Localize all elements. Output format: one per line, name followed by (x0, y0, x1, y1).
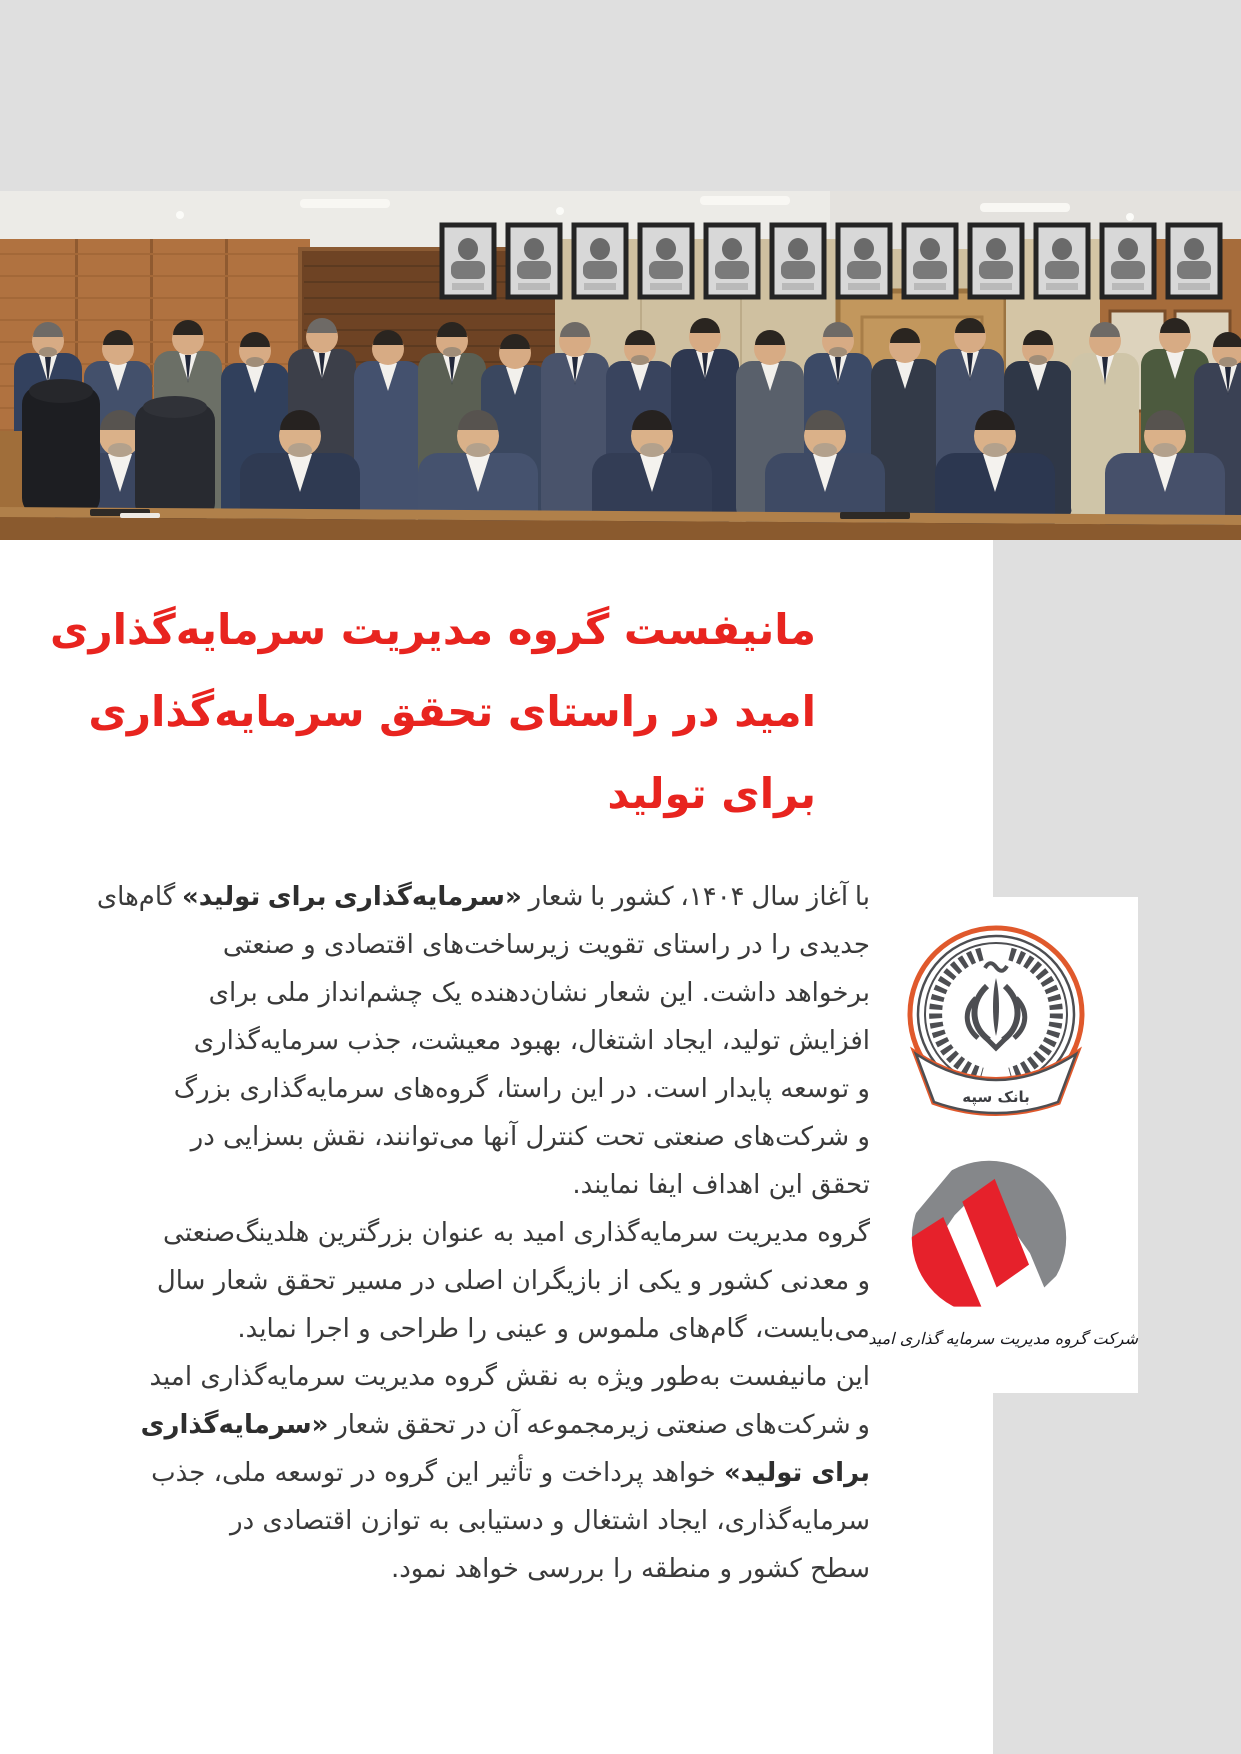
body-text-segment: افزایش تولید، ایجاد اشتغال، بهبود معیشت، جذب سرمایه‌گذاری (193, 1026, 870, 1056)
body-line (148, 1017, 870, 1065)
body-text-segment: و شرکت‌های صنعتی تحت کنترل آنها می‌توانند، نقش بسزایی در (190, 1122, 870, 1152)
headline-line: امید در راستای تحقق سرمایه‌گذاری (88, 687, 816, 736)
body-text-segment: تحقق این اهداف ایفا نمایند. (572, 1170, 870, 1200)
body-text-segment: جدیدی را در راستای تقویت زیرساخت‌های اقتصادی و صنعتی (222, 930, 870, 960)
body-line (148, 1449, 870, 1497)
body-text-segment: برخواهد داشت. این شعار نشان‌دهنده یک چشم‌انداز ملی برای (208, 978, 870, 1008)
body-line (148, 1545, 870, 1593)
body-line (148, 1353, 870, 1401)
body-text-segment: این مانیفست به‌طور ویژه به نقش گروه مدیریت سرمایه‌گذاری امید (149, 1362, 870, 1392)
body-line (148, 1161, 870, 1209)
body-text-segment: و معدنی کشور و یکی از بازیگران اصلی در مسیر تحقق شعار سال (156, 1266, 870, 1296)
article-panel (0, 540, 993, 1754)
body-text-segment: و توسعه پایدار است. در این راستا، گروه‌های سرمایه‌گذاری بزرگ (173, 1074, 870, 1104)
logo-panel (868, 897, 1138, 1393)
body-bold-phrase: «سرمایه‌گذاری (140, 1410, 329, 1440)
body-line (148, 1257, 870, 1305)
body-text-segment: سرمایه‌گذاری، ایجاد اشتغال و دستیابی به توازن اقتصادی در (230, 1506, 870, 1536)
body-text-segment: گام‌های (96, 882, 182, 912)
group-photo (0, 191, 1241, 540)
body-text-segment: گروه مدیریت سرمایه‌گذاری امید به عنوان بزرگترین هلدینگ‌صنعتی (163, 1218, 870, 1248)
body-text-segment: سطح کشور و منطقه را بررسی خواهد نمود. (390, 1554, 870, 1584)
body-line (148, 1209, 870, 1257)
bank-sepah-logo (901, 919, 1091, 1127)
body-line (96, 873, 870, 921)
headline-line: مانیفست گروه مدیریت سرمایه‌گذاری (49, 605, 816, 654)
body-line (148, 1497, 870, 1545)
omid-group-caption: شرکت گروه مدیریت سرمایه گذاری امید (868, 1329, 1138, 1348)
body-line (148, 969, 870, 1017)
body-line (148, 1305, 870, 1353)
body-text-segment: با آغاز سال ۱۴۰۴، کشور با شعار (521, 882, 870, 912)
body-bold-phrase: برای تولید» (724, 1458, 870, 1488)
bank-sepah-wordmark: بانک سپه (962, 1088, 1030, 1106)
headline-line: برای تولید (607, 769, 816, 818)
body-line (148, 1113, 870, 1161)
article-body (96, 873, 870, 1593)
group-photo-illustration (0, 191, 1241, 540)
body-text-segment: و شرکت‌های صنعتی زیرمجموعه آن در تحقق شعار (328, 1410, 870, 1440)
body-line (148, 921, 870, 969)
article-headline (50, 589, 816, 835)
body-text-segment: خواهد پرداخت و تأثیر این گروه در توسعه ملی، جذب (151, 1458, 725, 1488)
body-text-segment: می‌بایست، گام‌های ملموس و عینی را طراحی و اجرا نماید. (237, 1314, 870, 1344)
body-line (148, 1065, 870, 1113)
omid-group-logo (908, 1157, 1070, 1319)
body-line (140, 1401, 870, 1449)
body-bold-phrase: «سرمایه‌گذاری برای تولید» (181, 882, 522, 912)
